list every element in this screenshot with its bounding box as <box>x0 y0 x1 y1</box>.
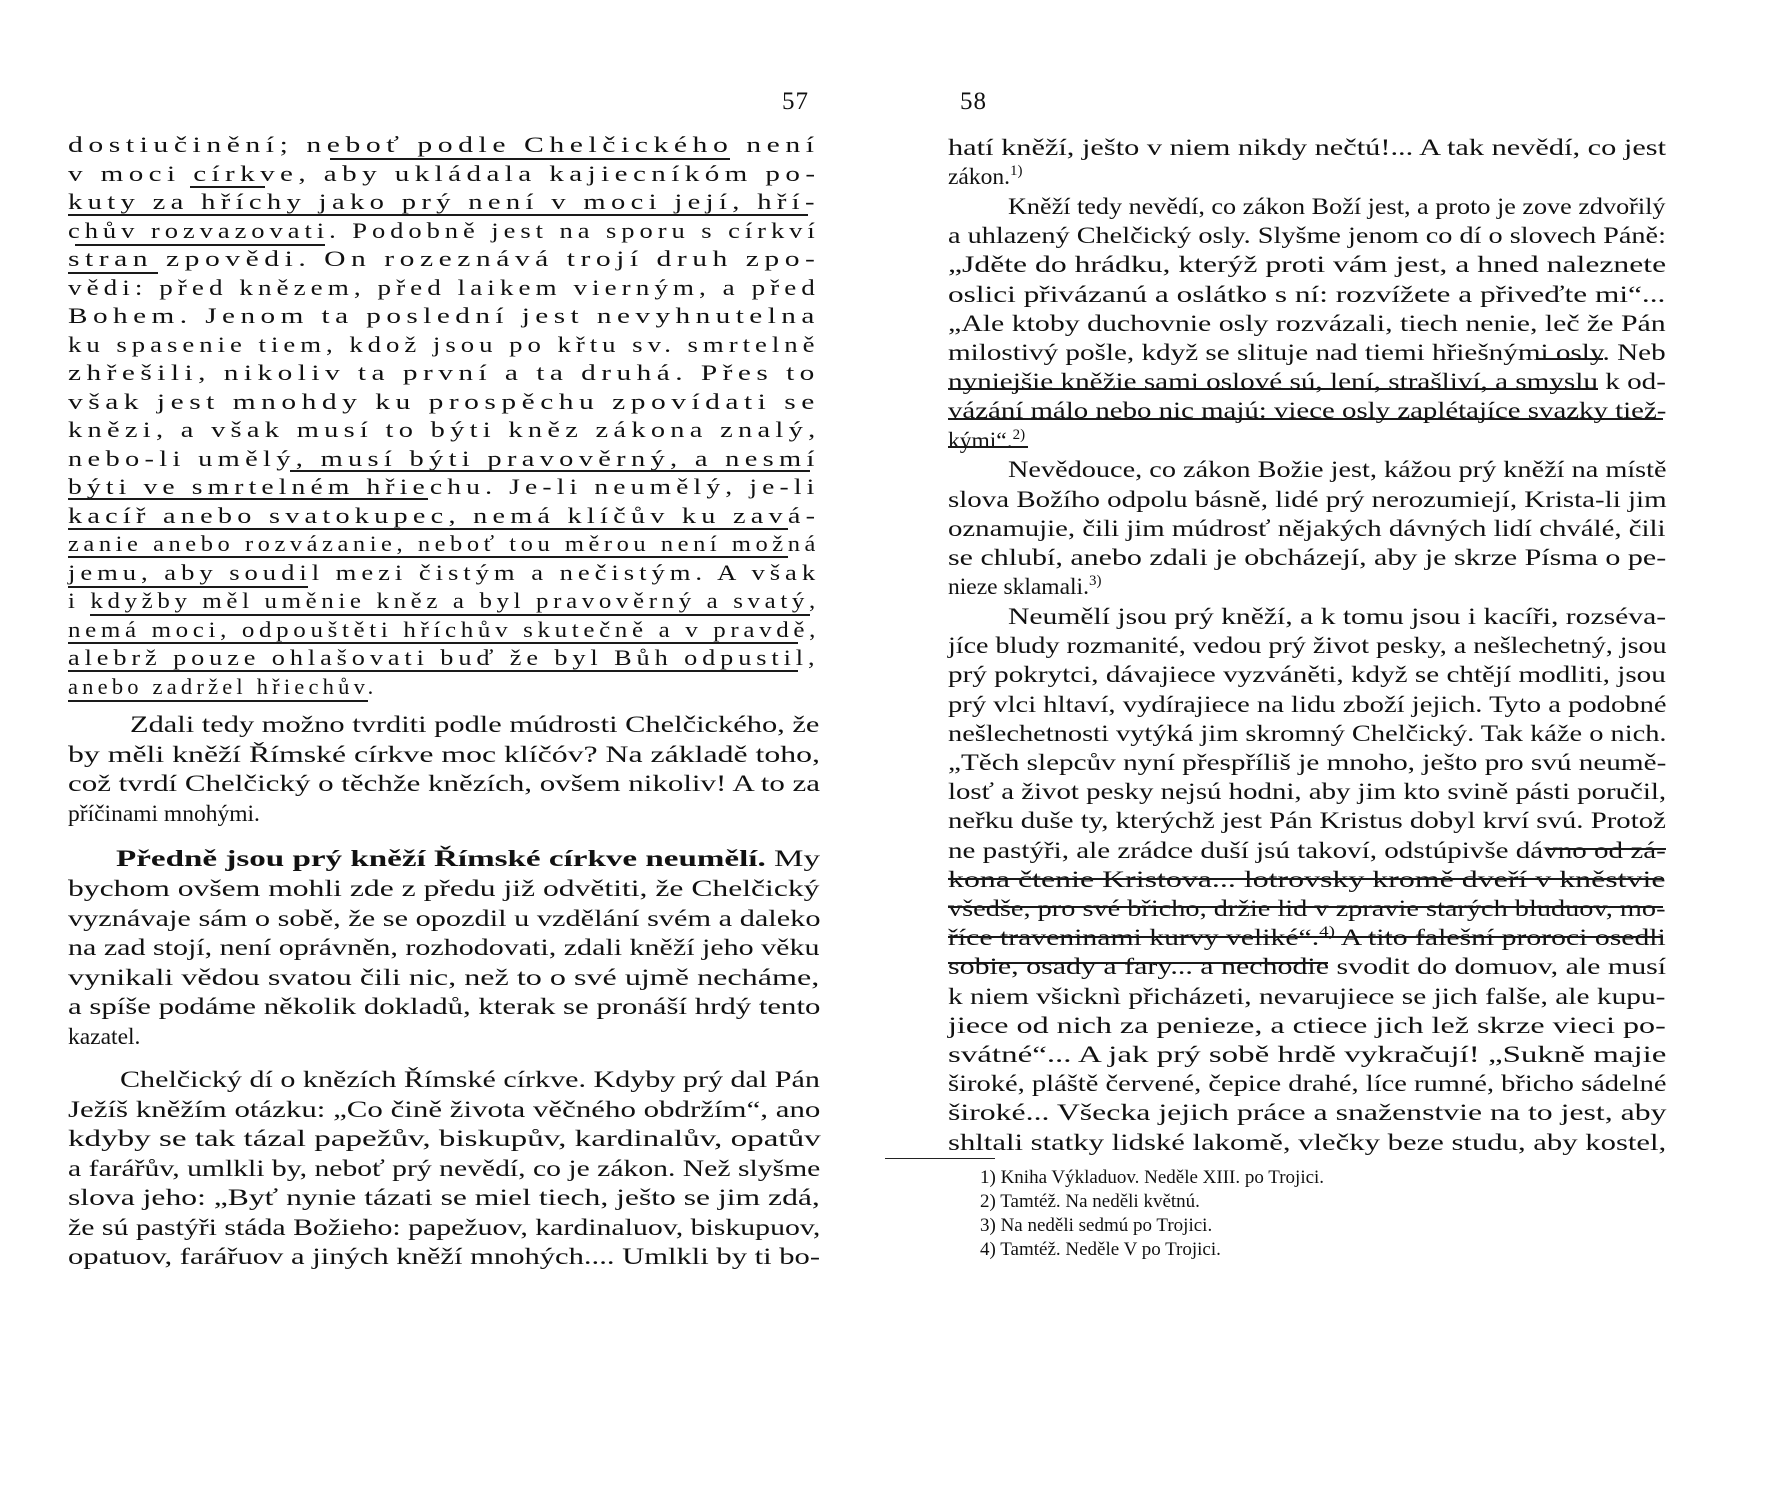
paragraph-line: na zad stojí, není oprávněn, rozhodovati, zdali kněží jeho věku <box>68 935 820 961</box>
paragraph-line: Ježíš kněžím otázku: „Co čině života věčného obdržím“, ano <box>68 1096 821 1123</box>
pen-underline <box>948 962 1328 964</box>
spaced-text-line: nemá moci, odpouštěti hříchův skutečně a v pravdě, <box>68 616 820 642</box>
footnote <box>980 1190 1200 1214</box>
footnote-ref: 2) <box>1012 426 1026 443</box>
paragraph-line: ne pastýři, ale zrádce duší jsú takoví, odstúpivše dávno od zá- <box>948 837 1666 864</box>
spaced-text-line: však jest mnohdy ku prospěchu zpovídati se <box>68 388 820 414</box>
paragraph-line: a uhlazený Chelčický osly. Slyšme jenom co dí o slovech Páně: <box>948 223 1666 250</box>
paragraph-line: kazatel. <box>68 1023 141 1050</box>
paragraph-line: příčinami mnohými. <box>68 800 260 827</box>
pen-underline <box>948 388 1598 390</box>
pen-underline <box>948 878 1663 880</box>
paragraph-line: kdyby se tak tázal papežův, biskupův, kardinalův, opatův <box>68 1126 821 1152</box>
spaced-text-line: nebo-li umělý, musí býti pravověrný, a nesmí <box>68 445 820 471</box>
pen-underline <box>68 670 798 672</box>
pen-underline <box>68 556 788 558</box>
paragraph-line: svátné“... A jak prý sobě hrdě vykračují! „Sukně majie <box>948 1042 1667 1068</box>
footnote-ref: 1) <box>1010 163 1023 180</box>
spaced-text-line: jemu, aby soudil mezi čistým a nečistým. A však <box>68 559 821 585</box>
page-number-right: 58 <box>960 88 987 115</box>
spaced-text-line: i kdyžby měl uměnie kněz a byl pravověrný a svatý, <box>68 588 820 613</box>
footnote <box>980 1238 1221 1262</box>
paragraph-line: vyznávaje sám o sobě, že se opozdil u vzdělání svém a daleko <box>68 905 821 932</box>
spaced-text-line: Bohem. Jenom ta poslední jest nevyhnutelna <box>68 303 820 328</box>
pen-underline <box>290 470 810 472</box>
paragraph-line: prý vlci hltaví, vydírajiece na lidu zboží jejich. Tyto a podobné <box>948 691 1667 718</box>
paragraph-line: sobie, osady a fary... a nechodie svodit do domuov, ale musí <box>948 954 1667 981</box>
footnote-number: 4) <box>980 1239 1001 1260</box>
paragraph-line: Nevědouce, co zákon Božie jest, kážou prý kněží na místě <box>1008 457 1667 484</box>
footnote-number: 1) <box>980 1167 1001 1188</box>
right-page <box>885 0 1770 1500</box>
paragraph-line: široké... Všecka jejich práce a snaženstvie na to jest, aby <box>948 1100 1667 1127</box>
paragraph-line: všedše, pro své břicho, držie lid v zpravie starých bluduov, mo- <box>948 896 1666 922</box>
spaced-text-line: kuty za hříchy jako prý není v moci její, hří- <box>68 189 820 214</box>
pen-underline <box>68 586 308 588</box>
pen-underline <box>190 186 265 188</box>
spaced-text-line: ku spasenie tiem, kdož jsou po křtu sv. smrtelně <box>68 331 820 357</box>
spaced-text-line: chův rozvazovati. Podobně jest na sporu s církví <box>68 217 820 243</box>
paragraph-line: jíce bludy rozmanité, vedou prý život pesky, a nešlechetný, jsou <box>948 633 1667 660</box>
paragraph-line: by měli kněží Římské církve moc klíčóv? Na základě toho, <box>68 741 820 768</box>
pen-underline <box>1538 358 1603 360</box>
section-heading: Předně jsou prý kněží Římské církve neumělí. <box>116 846 766 872</box>
footnote-text: Na neděli sedmú po Trojici. <box>1000 1215 1213 1236</box>
footnote-separator <box>885 1158 995 1159</box>
pen-underline <box>948 418 1663 420</box>
footnote-number: 3) <box>980 1215 1001 1236</box>
spaced-text-line: knězi, a však musí to býti kněz zákona znalý, <box>68 417 821 442</box>
pen-underline <box>68 528 788 530</box>
spaced-text-line: zanie anebo rozvázanie, neboť tou měrou není možná <box>68 531 820 556</box>
footnote-text: Tamtéž. Neděle V po Trojici. <box>1000 1239 1221 1260</box>
paragraph-continuation: A tito falešní proroci osedli <box>1334 925 1666 952</box>
paragraph-line: slova Božího odpolu básně, lidé prý nerozumiejí, Krista-li jim <box>948 486 1667 513</box>
heading-continuation: My <box>765 846 821 872</box>
spaced-text-line: zhřešili, nikoliv ta první a ta druhá. Přes to <box>68 360 820 385</box>
footnote <box>980 1166 1324 1190</box>
paragraph-line: vázání málo nebo nic majú: viece osly zaplétajíce svazky tiež- <box>948 398 1667 425</box>
paragraph-line: losť a život pesky nejsú hodni, aby jim kto svině pásti poručil, <box>948 779 1667 806</box>
pen-underline <box>68 272 158 274</box>
footnote-ref: 4) <box>1319 924 1335 941</box>
paragraph-line: že sú pastýři stáda Božieho: papežuov, kardinaluov, biskupuov, <box>68 1214 821 1241</box>
paragraph-line: zákon.$^{1)}$ <box>948 163 1023 191</box>
spaced-text-line: kacíř anebo svatokupec, nemá klíčův ku zavá- <box>68 502 821 528</box>
paragraph-line: „Těch slepcův nyní přespříliš je mnoho, ješto pro svú neumě- <box>948 750 1667 776</box>
pen-underline <box>75 244 325 246</box>
paragraph-line: jiece od nich za penieze, a ctiece jich lež skrze vieci po- <box>948 1012 1666 1039</box>
paragraph-line: „Ale ktoby duchovnie osly rozvázali, tiech nenie, leč že Pán <box>948 310 1666 337</box>
paragraph-line: milostivý pošle, když se slituje nad tiemi hřiešnými osly. Neb <box>948 340 1666 366</box>
paragraph-line: Kněží tedy nevědí, co zákon Boží jest, a proto je zove zdvořilý <box>1008 194 1666 220</box>
pen-underline <box>948 446 1028 448</box>
paragraph-line: nešlechetnosti vytýká jim skromný Chelčický. Tak káže o nich. <box>948 720 1667 747</box>
paragraph-line: shltali statky lidské lakomě, vlečky beze studu, aby kostel, <box>948 1129 1667 1156</box>
paragraph-line: k niem všicknì přicházeti, nevarujiece se jich falše, ale kupu- <box>948 983 1666 1010</box>
paragraph-line: říce traveninami kurvy veliké“.$^{4)}$ A tito falešní proroci osedli <box>948 924 1666 952</box>
paragraph-line: a farářův, umlkli by, neboť prý nevědí, co je zákon. Než slyšme <box>68 1155 821 1182</box>
paragraph-line: široké, pláště červené, čepice drahé, líce rumné, břicho sádelné <box>948 1071 1667 1098</box>
pen-underline <box>1548 848 1666 850</box>
paragraph-line: kona čtenie Kristova... lotrovsky kromě dveří v kněstvie <box>948 866 1666 893</box>
pen-underline <box>68 700 368 702</box>
paragraph-line: neřku duše ty, kterýchž jest Pán Kristus dobyl krví svú. Protož <box>948 808 1666 835</box>
spaced-text-line: anebo zadržel hřiechův. <box>68 673 378 699</box>
paragraph-line: oznamujie, čili jim múdrosť nějakých dávných lidí chválé, čili <box>948 515 1666 542</box>
footnote-text: Kniha Výkladuov. Neděle XIII. po Trojici. <box>1000 1167 1325 1188</box>
paragraph-line: bychom ovšem mohli zde z předu již odvětiti, že Chelčický <box>68 876 820 902</box>
paragraph-line: a spíše podáme několik dokladů, kterak se pronáší hrdý tento <box>68 994 821 1020</box>
paragraph-line: oslici přivázanú a oslátko s ní: rozvížete a přiveďte mi“... <box>948 281 1666 308</box>
spaced-text-line: býti ve smrtelném hřiechu. Je-li neumělý, je-li <box>68 474 820 499</box>
pen-underline <box>68 214 808 216</box>
pen-underline <box>68 642 798 644</box>
paragraph-line: slova jeho: „Byť nynie tázati se miel tiech, ješto se jim zdá, <box>68 1185 820 1211</box>
pen-underline <box>68 498 428 500</box>
paragraph-line: což tvrdí Chelčický o těchže knězích, ovšem nikoliv! A to za <box>68 771 820 797</box>
paragraph-line: nieze sklamali.$^{3)}$ <box>948 573 1102 601</box>
spaced-text-line: vědi: před knězem, před laikem vierným, a před <box>68 274 820 300</box>
pen-underline <box>948 936 1663 938</box>
paragraph-line: Zdali tedy možno tvrditi podle múdrosti Chelčického, že <box>130 712 820 738</box>
footnote-number: 2) <box>980 1191 1001 1212</box>
spaced-text-line: v moci církve, aby ukládala kajiecníkóm po- <box>68 160 821 186</box>
paragraph-line: „Jděte do hrádku, kterýž proti vám jest, a hned naleznete <box>948 252 1667 279</box>
spaced-text-line: dostiučinění; neboť podle Chelčického není <box>68 132 820 157</box>
pen-underline <box>948 906 1663 908</box>
paragraph-line: prý pokrytci, dávajiece vyzváněti, když se chtějí modliti, jsou <box>948 662 1666 689</box>
footnote <box>980 1214 1212 1238</box>
pen-underline <box>90 614 810 616</box>
paragraph-line: opatuov, farářuov a jiných kněží mnohých.... Umlkli by ti bo- <box>68 1244 821 1270</box>
paragraph-line: nyniejšie kněžie sami oslové sú, lení, strašliví, a smyslu k od- <box>948 369 1666 396</box>
page-number-left: 57 <box>782 88 809 115</box>
section-heading-line <box>116 844 820 874</box>
spaced-text-line: stran zpovědi. On rozeznává trojí druh zpo- <box>68 246 821 271</box>
paragraph-line: kými“.$^{2)}$ <box>948 426 1026 454</box>
footnote-text: Tamtéž. Na neděli květnú. <box>1000 1191 1200 1212</box>
paragraph-line: Neumělí jsou prý kněží, a k tomu jsou i kacíři, rozséva- <box>1008 604 1667 630</box>
pen-underline <box>330 158 730 160</box>
paragraph-line: se chlubí, anebo zdali je obcházejí, aby je skrze Písma o pe- <box>948 545 1667 571</box>
footnote-ref: 3) <box>1088 573 1102 590</box>
paragraph-line: vynikali vědou svatou čili nic, než to o své ujmě necháme, <box>68 964 820 991</box>
spaced-text-line: alebrž pouze ohlašovati buď že byl Bůh odpustil, <box>68 645 820 670</box>
paragraph-line: hatí kněží, ješto v niem nikdy nečtú!... A tak nevědí, co jest <box>948 135 1667 161</box>
paragraph-line: Chelčický dí o knězích Římské církve. Kdyby prý dal Pán <box>120 1067 820 1093</box>
